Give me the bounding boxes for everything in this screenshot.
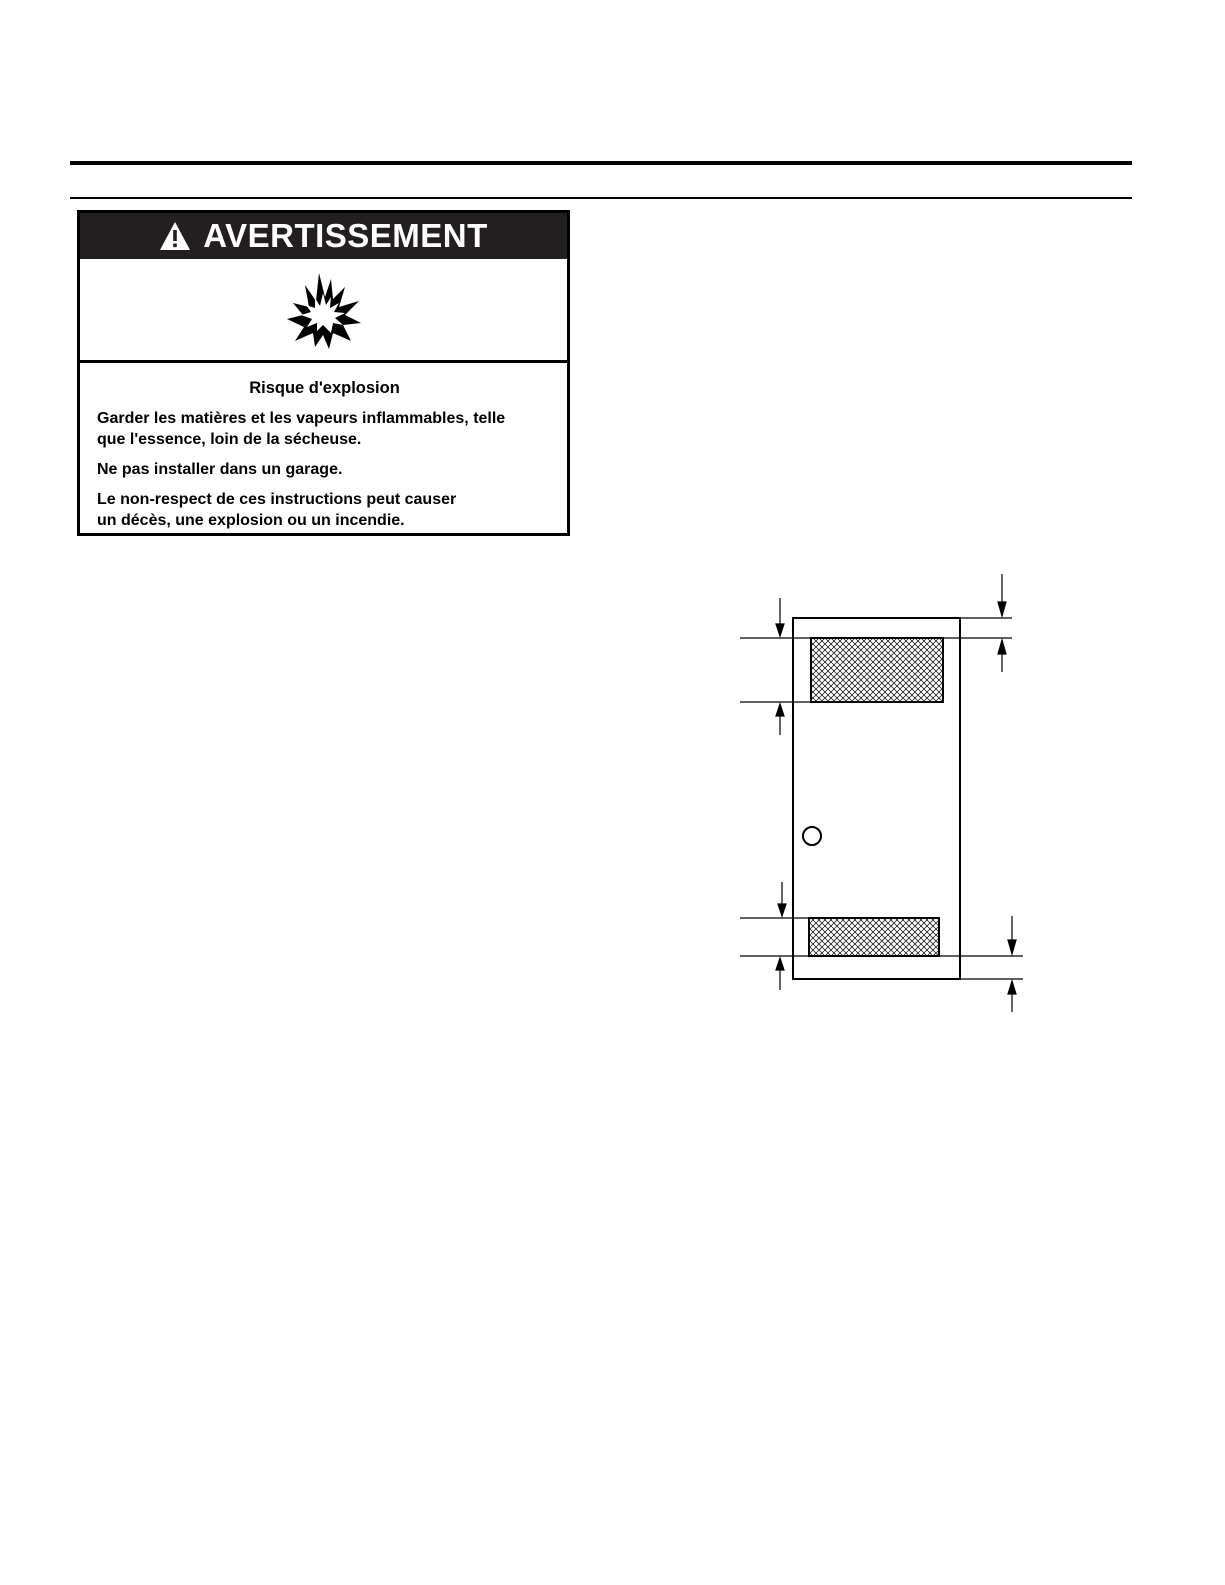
top-vent [811,638,943,702]
explosion-icon [279,265,369,355]
warning-paragraph-1 [97,408,552,450]
warning-body [97,378,552,540]
door-knob-icon [803,827,821,845]
warning-triangle-icon [159,221,191,251]
warning-paragraph-3 [97,489,552,531]
warning-title: AVERTISSEMENT [203,217,488,254]
bottom-vent [809,918,939,956]
warning-paragraph-2 [97,459,552,480]
closet-door-diagram [735,572,1030,1017]
warning-subtitle: Risque d'explosion [249,379,400,397]
warning-line: Ne pas installer dans un garage. [97,461,343,478]
warning-box [77,210,570,536]
warning-pictogram [80,259,567,363]
header-rule-top [70,161,1132,165]
warning-line: Garder les matières et les vapeurs inflammables, telle [97,410,506,427]
warning-line: un décès, une explosion ou un incendie. [97,512,405,529]
warning-header [80,213,567,259]
warning-line: Le non-respect de ces instructions peut causer [97,491,457,508]
header-rule-bottom [70,197,1132,199]
warning-line: que l'essence, loin de la sécheuse. [97,431,362,448]
